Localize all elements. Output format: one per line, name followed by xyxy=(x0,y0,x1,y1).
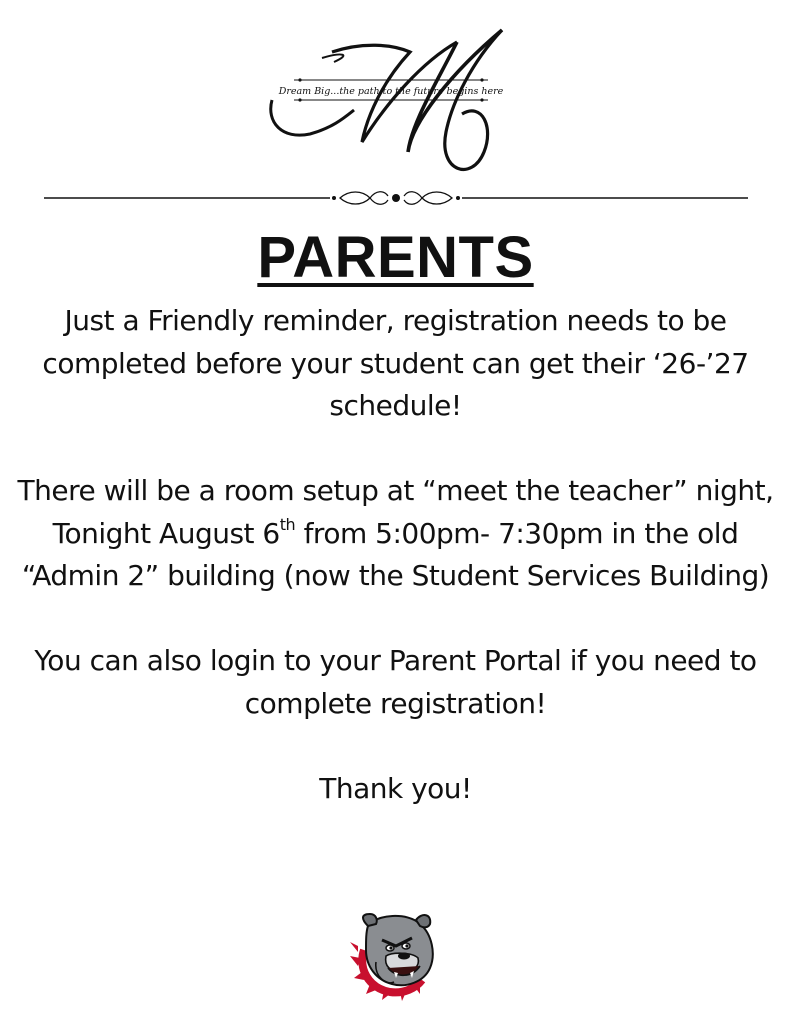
message-body xyxy=(0,300,791,810)
thank-you-text: Thank you! xyxy=(319,771,472,805)
registration-reminder-paragraph: Just a Friendly reminder, registration needs to be completed before your student can get their ‘26-’27 schedule! xyxy=(42,304,749,422)
bulldog-mascot-icon xyxy=(346,906,442,1002)
meet-the-teacher-paragraph xyxy=(0,470,791,598)
meet-the-teacher-text-start: There will be a room setup at “meet the teacher” night, Tonight August 6 xyxy=(17,474,774,550)
ornamental-divider-icon xyxy=(44,184,748,212)
logo-tagline: Dream Big...the path to the future begins here xyxy=(278,86,504,97)
parent-portal-paragraph: You can also login to your Parent Portal if you need to complete registration! xyxy=(34,644,757,720)
page-title xyxy=(0,222,791,294)
date-ordinal-suffix: th xyxy=(279,514,296,534)
page-title-text: PARENTS xyxy=(257,225,534,290)
school-monogram-logo xyxy=(262,22,512,187)
meet-the-teacher-text-end: from 5:00pm- 7:30pm in the old “Admin 2” building (now the Student Services Building) xyxy=(21,516,770,592)
